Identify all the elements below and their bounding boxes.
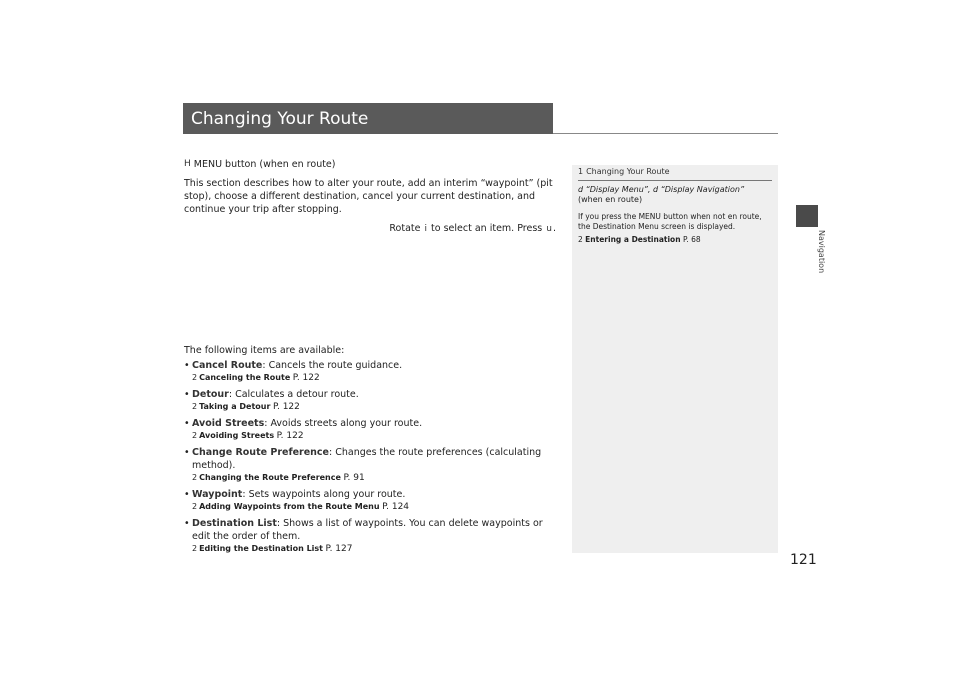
menu-button-icon: H (184, 159, 191, 169)
item-name: Detour (192, 389, 229, 400)
reference-arrow-icon: 2 (578, 234, 583, 244)
note-marker-icon: 1 (578, 167, 584, 176)
reference-page: P. 122 (276, 431, 304, 441)
reference-page: P. 124 (382, 502, 410, 512)
bullet: • (184, 447, 190, 458)
note-header (578, 167, 772, 181)
route-menu-items (184, 359, 556, 559)
rotate-prefix: Rotate (389, 223, 421, 234)
item-name: Avoid Streets (192, 418, 265, 429)
section-title-bar (183, 103, 553, 134)
page-number: 121 (790, 552, 817, 568)
side-note (572, 165, 778, 553)
section-description: This section describes how to alter your route, add an interim “waypoint” (pit stop), choose a different destination, cancel your current destination, and continue your trip after stopping. (184, 178, 553, 215)
section-tab-label: Navigation (817, 230, 826, 274)
reference-title: Adding Waypoints from the Route Menu (199, 502, 380, 511)
list-item-change-route-preference (184, 446, 556, 484)
voice-commands (578, 185, 772, 196)
voice-command-2: “Display Navigation” (660, 184, 745, 194)
list-item-detour (184, 388, 556, 413)
bullet: • (184, 360, 190, 371)
title-rule (553, 133, 778, 134)
rotate-instruction (184, 222, 556, 236)
reference-title: Avoiding Streets (199, 431, 275, 440)
voice-command-1: “Display Menu”, (585, 184, 651, 194)
voice-command-icon: d (653, 184, 659, 194)
note-text: If you press the MENU button when not en route, the Destination Menu screen is displayed. (578, 211, 762, 231)
item-desc: : Cancels the route guidance. (262, 360, 403, 371)
available-intro: The following items are available: (184, 345, 345, 356)
rotate-suffix: . (552, 223, 556, 234)
item-desc: : Calculates a detour route. (228, 389, 359, 400)
item-name: Change Route Preference (192, 447, 329, 458)
note-title: Changing Your Route (586, 167, 670, 176)
item-name: Waypoint (192, 489, 243, 500)
note-cross-reference[interactable] (578, 235, 772, 246)
interface-dial-rotate-icon: i (424, 224, 428, 234)
item-desc: : Shows a list of waypoints. You can delete waypoints or edit the order of them. (192, 518, 543, 542)
interface-dial-press-icon: u (546, 224, 552, 234)
reference-title: Changing the Route Preference (199, 473, 341, 482)
bullet: • (184, 489, 190, 500)
section-tab-marker (796, 205, 818, 227)
list-item-waypoint (184, 488, 556, 513)
reference-arrow-icon: 2 (192, 431, 198, 440)
bullet: • (184, 418, 190, 429)
reference-page: P. 91 (343, 473, 365, 483)
cross-reference[interactable] (192, 372, 556, 384)
reference-title: Editing the Destination List (199, 544, 323, 553)
reference-page: P. 68 (682, 234, 701, 244)
reference-arrow-icon: 2 (192, 544, 198, 553)
voice-command-icon: d (578, 184, 584, 194)
item-name: Cancel Route (192, 360, 263, 371)
cross-reference[interactable] (192, 401, 556, 413)
reference-arrow-icon: 2 (192, 373, 198, 382)
item-desc: : Avoids streets along your route. (264, 418, 423, 429)
bullet: • (184, 518, 190, 529)
menu-path-text: MENU button (when en route) (193, 159, 336, 170)
item-desc: : Changes the route preferences (calculating method). (192, 447, 542, 471)
reference-arrow-icon: 2 (192, 402, 198, 411)
reference-page: P. 127 (325, 544, 353, 554)
main-content (184, 158, 556, 236)
reference-arrow-icon: 2 (192, 502, 198, 511)
page-title: Changing Your Route (191, 108, 369, 129)
item-name: Destination List (192, 518, 277, 529)
bullet: • (184, 389, 190, 400)
reference-title: Entering a Destination (585, 234, 681, 244)
cross-reference[interactable] (192, 430, 556, 442)
cross-reference[interactable] (192, 543, 556, 555)
list-item-avoid-streets (184, 417, 556, 442)
item-desc: : Sets waypoints along your route. (242, 489, 406, 500)
list-item-destination-list (184, 517, 556, 555)
reference-title: Canceling the Route (199, 373, 291, 382)
rotate-middle: to select an item. Press (431, 223, 543, 234)
reference-arrow-icon: 2 (192, 473, 198, 482)
cross-reference[interactable] (192, 472, 556, 484)
reference-page: P. 122 (272, 402, 300, 412)
reference-title: Taking a Detour (199, 402, 271, 411)
list-item-cancel-route (184, 359, 556, 384)
cross-reference[interactable] (192, 501, 556, 513)
reference-page: P. 122 (292, 373, 320, 383)
menu-path (184, 158, 556, 171)
voice-condition: (when en route) (578, 195, 643, 204)
